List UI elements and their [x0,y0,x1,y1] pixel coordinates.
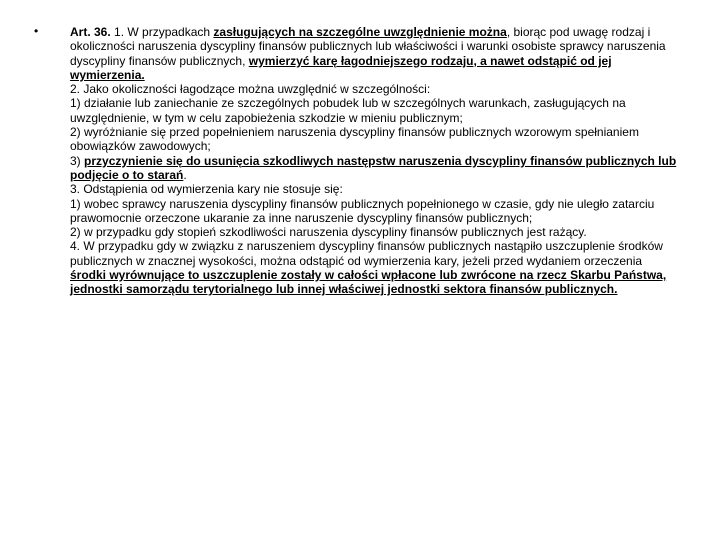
paragraph-4 [70,239,680,296]
paragraph-3: 3. Odstąpienia od wymierzenia kary nie stosuje się: [70,182,343,197]
paragraph-2-item-3-prefix: 3) [70,153,85,168]
paragraph-2-item-3 [70,154,680,183]
paragraph-3-item-1: 1) wobec sprawcy naruszenia dyscypliny finansów publicznych popełnionego w czasie, gdy nie uległo zatarciu prawomocnie orzeczone ukaranie za inne naruszenie dyscypliny finansów publicznych; [70,196,655,225]
article-text [70,25,680,297]
paragraph-1-underlined-b: wymierzyć karę łagodniejszego rodzaju, a nawet odstąpić od jej wymierzenia. [70,53,612,82]
paragraph-1-underlined-a: zasługujących na szczególne uwzględnienie można [213,25,507,39]
paragraph-1 [70,25,680,82]
paragraph-2-item-3-suffix: . [183,167,187,182]
paragraph-1-text-a: 1. W przypadkach [110,25,214,39]
paragraph-4-underlined: środki wyrównujące to uszczuplenie zostały w całości wpłacone lub zwrócone na rzecz Skarbu Państwa, jednostki samorządu terytorialnego lub innej właściwej jednostki sektora finansów publicznych. [70,268,667,297]
bullet-marker: • [34,24,39,38]
paragraph-2-item-1: 1) działanie lub zaniechanie ze szczególnych pobudek lub w szczególnych warunkach, zasługujących na uwzględnienie, w tym w celu zapobieżenia szkodzie w mieniu publicznym; [70,96,626,125]
paragraph-2: 2. Jako okoliczności łagodzące można uwzględnić w szczególności: [70,82,431,97]
paragraph-2-item-3-underlined: przyczynienie się do usunięcia szkodliwych następstw naruszenia dyscypliny finansów publicznych lub podjęcie o to starań [70,153,677,182]
article-label: Art. 36. [70,25,111,39]
paragraph-2-item-2: 2) wyróżnianie się przed popełnieniem naruszenia dyscypliny finansów publicznych wzorowym spełnianiem obowiązków zawodowych; [70,125,639,154]
paragraph-1-text-b: , biorąc pod uwagę rodzaj i okoliczności naruszenia dyscypliny finansów publicznych lub właściwości i warunki osobiste sprawcy naruszenia dyscypliny finansów publicznych, [70,25,666,68]
paragraph-3-item-2: 2) w przypadku gdy stopień szkodliwości naruszenia dyscypliny finansów publicznych jest rażący. [70,225,587,240]
paragraph-4-text: 4. W przypadku gdy w związku z naruszeniem dyscypliny finansów publicznych nastąpiło uszczuplenie środków publicznych w znacznej wysokości, można odstąpić od wymierzenia kary, jeżeli przed wydaniem orzeczenia [70,239,663,268]
